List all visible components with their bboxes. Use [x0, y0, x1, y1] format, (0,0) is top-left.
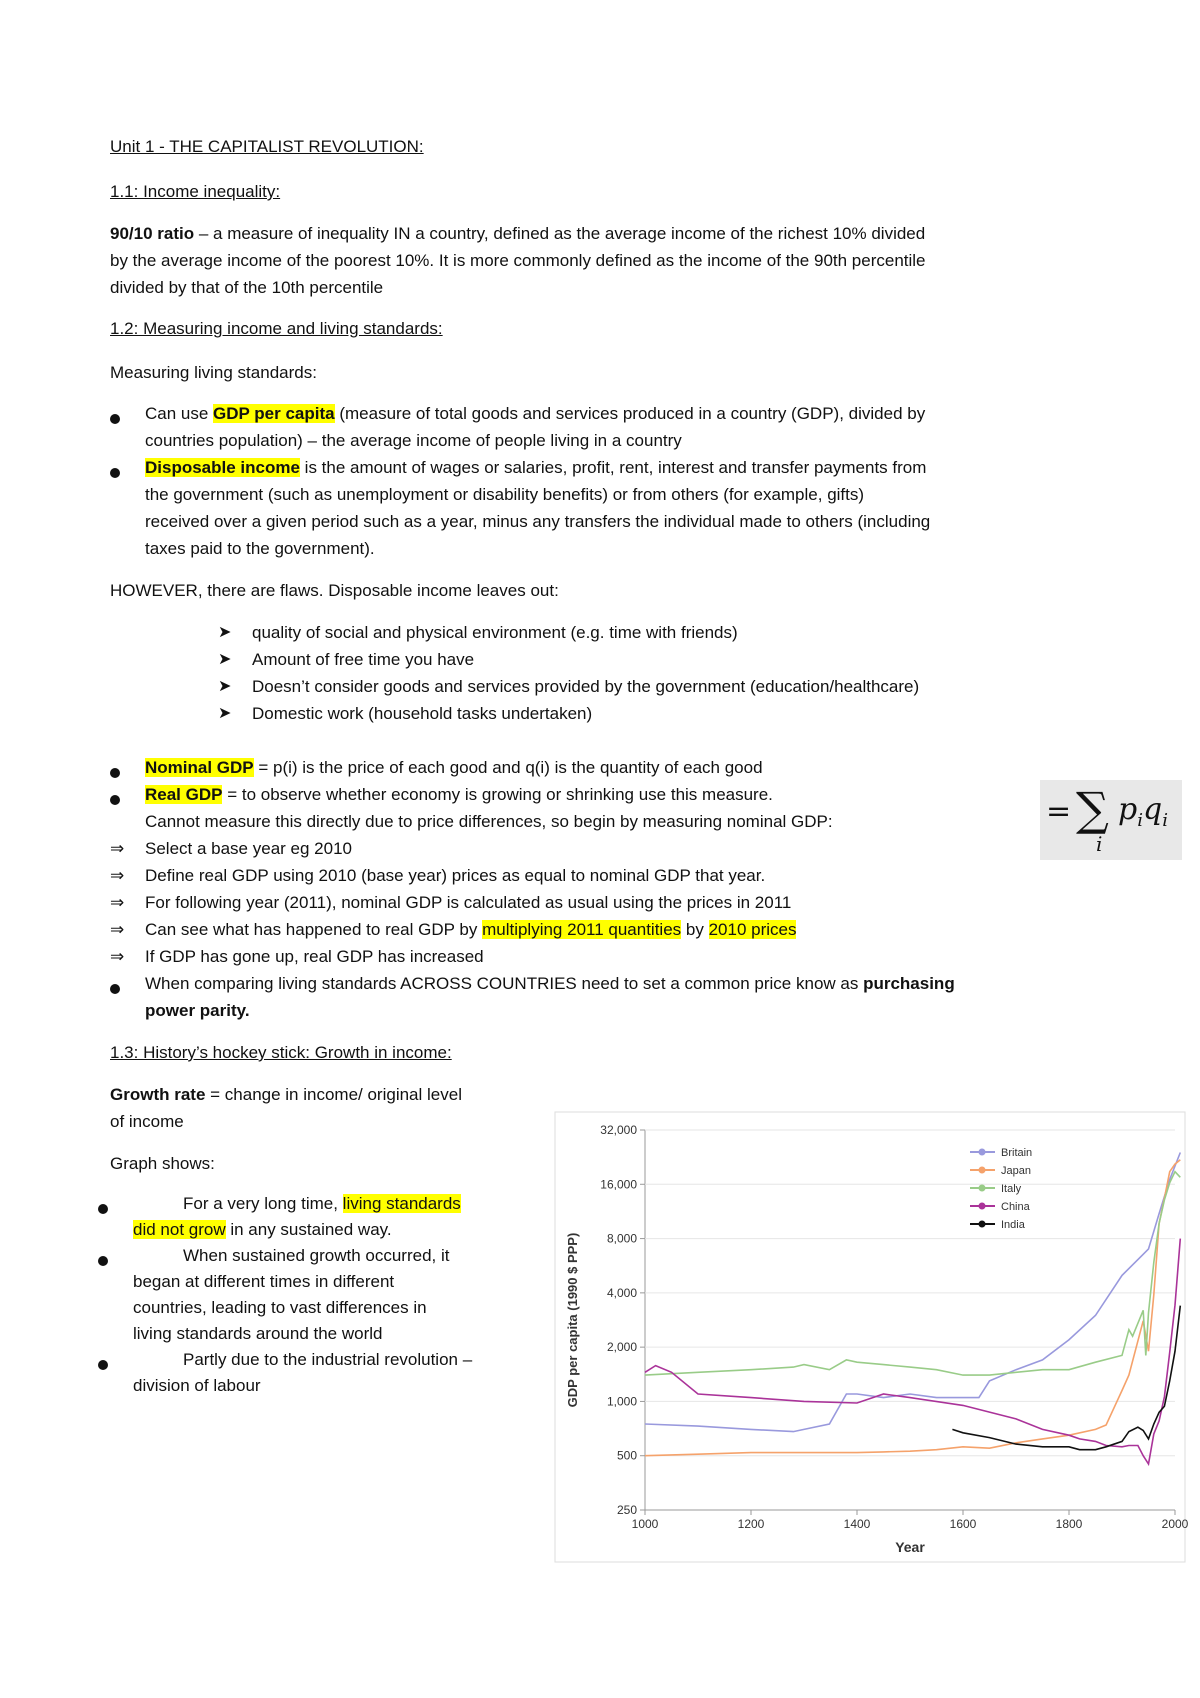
nominal-gdp-formula: = ∑ $p_iq_i$ i	[1040, 780, 1182, 860]
bullet-dot	[98, 1360, 108, 1370]
legend-label: Japan	[1001, 1165, 1031, 1177]
bullet-dot	[98, 1204, 108, 1214]
step-item: If GDP has gone up, real GDP has increased	[145, 947, 484, 966]
disposable-income-line-1: Disposable income is the amount of wages or salaries, profit, rent, interest and transfer payments from	[145, 458, 927, 477]
disposable-income-term: Disposable income	[145, 458, 300, 477]
ratio-term: 90/10 ratio	[110, 224, 195, 243]
disposable-income-line-2: the government (such as unemployment or disability benefits) or from others (for example, gifts)	[145, 485, 865, 504]
growth-rate-line-2: of income	[110, 1112, 184, 1131]
ratio-definition-line-1: 90/10 ratio – a measure of inequality IN a country, defined as the average income of the richest 10% divided	[110, 224, 926, 243]
bullet-dot	[110, 984, 120, 994]
y-tick-label: 16,000	[600, 1177, 637, 1192]
x-tick-label: 1000	[631, 1517, 659, 1531]
disposable-income-line-3: received over a given period such as a year, minus any transfers the individual made to others (including	[145, 512, 931, 531]
flaw-item: Doesn’t consider goods and services provided by the government (education/healthcare)	[252, 677, 920, 696]
nominal-gdp-term: Nominal GDP	[145, 758, 254, 777]
legend-swatch-marker	[979, 1167, 986, 1174]
step-item: Can see what has happened to real GDP by multiplying 2011 quantities by 2010 prices	[145, 920, 797, 939]
x-tick-label: 1200	[737, 1517, 765, 1531]
ppp-line-2: power parity.	[145, 1001, 250, 1020]
arrowhead-bullet-icon: ➤	[218, 651, 232, 668]
quantities-highlight: multiplying 2011 quantities	[482, 920, 682, 939]
flaw-item: Domestic work (household tasks undertaken)	[252, 704, 593, 723]
legend-label: Britain	[1001, 1147, 1033, 1159]
implies-arrow-icon: ⇒	[110, 893, 125, 912]
arrowhead-bullet-icon: ➤	[218, 705, 232, 722]
legend-label: China	[1001, 1201, 1030, 1213]
real-gdp-line-1: Real GDP = to observe whether economy is growing or shrinking use this measure.	[145, 785, 773, 804]
graph-point-2-line-3: countries, leading to vast differences in	[133, 1298, 427, 1317]
gdp-chart	[555, 1112, 1189, 1562]
legend-swatch-marker	[979, 1203, 986, 1210]
graph-point-2-line-4: living standards around the world	[133, 1324, 383, 1343]
implies-arrow-icon: ⇒	[110, 920, 125, 939]
y-tick-label: 250	[616, 1503, 637, 1517]
x-tick-label: 1800	[1055, 1517, 1083, 1531]
step-item: Define real GDP using 2010 (base year) prices as equal to nominal GDP that year.	[145, 866, 766, 885]
graph-point-3-line-2: division of labour	[133, 1376, 261, 1395]
legend-swatch-marker	[979, 1185, 986, 1192]
x-tick-label: 1600	[949, 1517, 977, 1531]
summation-symbol: ∑	[1076, 782, 1109, 836]
bullet-dot	[110, 468, 120, 478]
prices-highlight: 2010 prices	[708, 920, 797, 939]
nominal-gdp-line: Nominal GDP = p(i) is the price of each good and q(i) is the quantity of each good	[145, 758, 763, 777]
implies-arrow-icon: ⇒	[110, 839, 125, 858]
real-gdp-term: Real GDP	[145, 785, 223, 804]
legend-swatch-marker	[979, 1221, 986, 1228]
bullet-dot	[110, 414, 120, 424]
y-tick-label: 2,000	[606, 1340, 637, 1355]
growth-rate-line-1: Growth rate = change in income/ original level	[110, 1085, 462, 1104]
y-tick-label: 1,000	[606, 1394, 637, 1409]
flaw-item: quality of social and physical environment (e.g. time with friends)	[252, 623, 738, 642]
bullet-dot	[110, 795, 120, 805]
gdp-chart-svg	[555, 1112, 1189, 1562]
chart-frame	[555, 1112, 1185, 1562]
legend-swatch-marker	[979, 1149, 986, 1156]
flaw-item: Amount of free time you have	[252, 650, 475, 669]
section-1-3-heading: 1.3: History’s hockey stick: Growth in income:	[110, 1043, 452, 1062]
step-item: For following year (2011), nominal GDP is calculated as usual using the prices in 2011	[145, 893, 792, 912]
graph-point-1-line-2: did not grow in any sustained way.	[133, 1220, 392, 1239]
unit-title: Unit 1 - THE CAPITALIST REVOLUTION:	[110, 137, 424, 156]
graph-point-3-line-1: Partly due to the industrial revolution –	[183, 1350, 473, 1369]
implies-arrow-icon: ⇒	[110, 866, 125, 885]
y-tick-label: 8,000	[606, 1231, 637, 1246]
ppp-line-1: When comparing living standards ACROSS COUNTRIES need to set a common price know as purchasing	[145, 974, 955, 993]
arrowhead-bullet-icon: ➤	[218, 624, 232, 641]
however-line: HOWEVER, there are flaws. Disposable income leaves out:	[110, 581, 559, 600]
ratio-definition-line-3: divided by that of the 10th percentile	[110, 278, 384, 297]
x-axis-label: Year	[895, 1539, 925, 1555]
section-1-1-heading: 1.1: Income inequality:	[110, 182, 281, 201]
implies-arrow-icon: ⇒	[110, 947, 125, 966]
gdp-per-capita-term: GDP per capita	[213, 404, 335, 423]
graph-point-2-line-2: began at different times in different	[133, 1272, 395, 1291]
y-axis-label: GDP per capita (1990 $ PPP)	[565, 1232, 580, 1408]
x-tick-label: 1400	[843, 1517, 871, 1531]
disposable-income-line-4: taxes paid to the government).	[145, 539, 375, 558]
legend-label: India	[1001, 1219, 1025, 1231]
graph-point-2-line-1: When sustained growth occurred, it	[183, 1246, 450, 1265]
gdp-per-capita-line-1: Can use GDP per capita (measure of total goods and services produced in a country (GDP), divided by	[145, 404, 926, 423]
step-item: Select a base year eg 2010	[145, 839, 352, 858]
arrowhead-bullet-icon: ➤	[218, 678, 232, 695]
graph-point-1-line-1: For a very long time, living standards	[183, 1194, 461, 1213]
x-tick-label: 2000	[1161, 1517, 1189, 1531]
bullet-dot	[110, 768, 120, 778]
graph-shows-label: Graph shows:	[110, 1154, 215, 1173]
section-1-2-heading: 1.2: Measuring income and living standards:	[110, 319, 443, 338]
y-tick-label: 32,000	[600, 1123, 637, 1137]
growth-rate-term: Growth rate	[110, 1085, 206, 1104]
legend-label: Italy	[1001, 1183, 1022, 1195]
bullet-dot	[98, 1256, 108, 1266]
y-tick-label: 500	[616, 1448, 637, 1463]
ratio-definition-line-2: by the average income of the poorest 10%. It is more commonly defined as the income of the 90th percentile	[110, 251, 926, 270]
gdp-per-capita-line-2: countries population) – the average income of people living in a country	[145, 431, 682, 450]
real-gdp-line-2: Cannot measure this directly due to price differences, so begin by measuring nominal GDP:	[145, 812, 833, 831]
living-standards-intro: Measuring living standards:	[110, 363, 317, 382]
y-tick-label: 4,000	[606, 1285, 637, 1300]
